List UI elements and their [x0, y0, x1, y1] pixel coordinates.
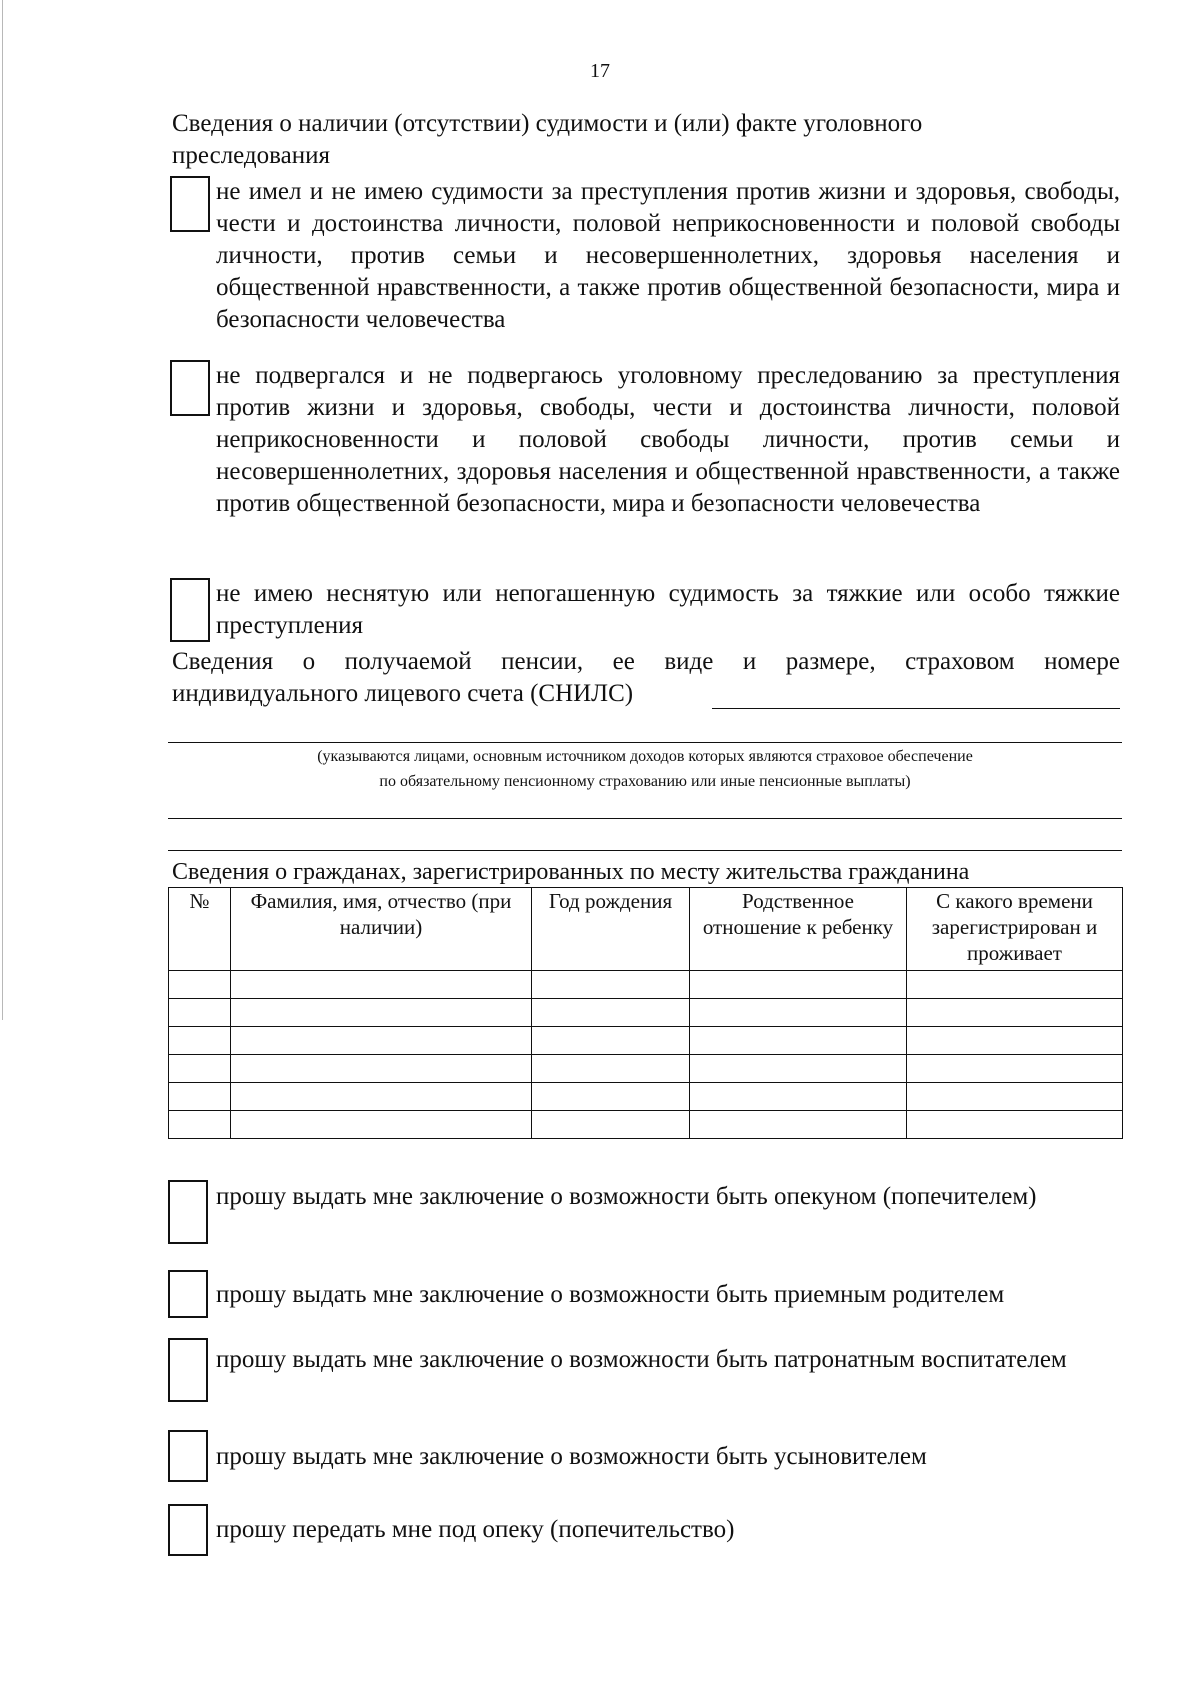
table-row	[169, 1027, 1123, 1055]
request-checkbox-foster-parent[interactable]	[168, 1270, 208, 1318]
request-label-foster-parent: прошу выдать мне заключение о возможности быть приемным родителем	[216, 1281, 1005, 1308]
table-cell[interactable]	[690, 1055, 907, 1083]
pension-input-line-1[interactable]	[168, 742, 1122, 743]
table-cell[interactable]	[231, 1111, 532, 1139]
pension-note-line-1: (указываются лицами, основным источником доходов которых являются страховое обеспечение	[317, 748, 973, 765]
table-cell[interactable]	[169, 1083, 231, 1111]
table-cell[interactable]	[690, 999, 907, 1027]
request-checkbox-adoptive-parent[interactable]	[168, 1430, 208, 1482]
page-number: 17	[590, 60, 610, 82]
table-cell[interactable]	[532, 971, 690, 999]
table-cell[interactable]	[532, 1027, 690, 1055]
pension-input-line-2[interactable]	[168, 818, 1122, 819]
table-cell[interactable]	[690, 1111, 907, 1139]
table-cell[interactable]	[532, 1055, 690, 1083]
request-checkbox-guardian[interactable]	[168, 1180, 208, 1244]
table-cell[interactable]	[169, 1027, 231, 1055]
scan-edge-line	[2, 0, 3, 1020]
table-row	[169, 971, 1123, 999]
request-label-patronage-educator: прошу выдать мне заключение о возможности быть патронатным воспитателем	[216, 1346, 1067, 1373]
table-cell[interactable]	[231, 971, 532, 999]
pension-label-line-1: Сведения о получаемой пенсии, ее виде и размере, страховом номере	[172, 648, 1120, 675]
table-cell[interactable]	[907, 1083, 1123, 1111]
pension-label-line-2: индивидуального лицевого счета (СНИЛС)	[172, 680, 634, 707]
table-cell[interactable]	[169, 999, 231, 1027]
table-cell[interactable]	[907, 1027, 1123, 1055]
table-cell[interactable]	[532, 1083, 690, 1111]
residents-caption: Сведения о гражданах, зарегистрированных по месту жительства гражданина	[172, 859, 970, 885]
column-header-relationship: Родственное отношение к ребенку	[690, 888, 907, 971]
criminal-record-heading: Сведения о наличии (отсутствии) судимости и (или) факте уголовного преследования	[172, 110, 923, 169]
request-checkbox-guardianship-transfer[interactable]	[168, 1504, 208, 1556]
column-header-number: №	[169, 888, 231, 971]
table-cell[interactable]	[169, 1055, 231, 1083]
table-row	[169, 1111, 1123, 1139]
request-checkbox-patronage-educator[interactable]	[168, 1338, 208, 1402]
table-cell[interactable]	[231, 1055, 532, 1083]
table-cell[interactable]	[690, 1027, 907, 1055]
table-row	[169, 999, 1123, 1027]
table-cell[interactable]	[690, 1083, 907, 1111]
table-cell[interactable]	[690, 971, 907, 999]
request-label-guardian: прошу выдать мне заключение о возможности быть опекуном (попечителем)	[216, 1183, 1037, 1210]
table-row	[169, 1055, 1123, 1083]
column-header-registered-since: С какого времени зарегистрирован и проживает	[907, 888, 1123, 971]
table-cell[interactable]	[532, 1111, 690, 1139]
table-cell[interactable]	[907, 1111, 1123, 1139]
pension-note-line-2: по обязательному пенсионному страхованию или иные пенсионные выплаты)	[379, 773, 911, 790]
table-cell[interactable]	[231, 999, 532, 1027]
criminal-record-option-3: не имею неснятую или непогашенную судимость за тяжкие или особо тяжкие преступления	[216, 580, 1120, 639]
table-cell[interactable]	[907, 971, 1123, 999]
table-cell[interactable]	[169, 1111, 231, 1139]
table-cell[interactable]	[907, 1055, 1123, 1083]
pension-input-line-3[interactable]	[168, 850, 1122, 851]
table-header-row	[169, 888, 1123, 971]
table-cell[interactable]	[231, 1027, 532, 1055]
criminal-record-checkbox-2[interactable]	[170, 360, 210, 416]
column-header-birth-year: Год рождения	[532, 888, 690, 971]
criminal-record-checkbox-3[interactable]	[170, 578, 210, 642]
table-cell[interactable]	[169, 971, 231, 999]
table-row	[169, 1083, 1123, 1111]
criminal-record-option-1: не имел и не имею судимости за преступления против жизни и здоровья, свободы, чести и достоинства личности, половой неприкосновенности и половой свободы личности, против семьи и несовершеннолетних, здоровья населения и общественной нравственности, а также против общественной безопасности, мира и безопасности человечества	[216, 178, 1120, 333]
column-header-full-name: Фамилия, имя, отчество (при наличии)	[231, 888, 532, 971]
table-cell[interactable]	[532, 999, 690, 1027]
snils-input-line[interactable]	[712, 708, 1120, 709]
request-label-adoptive-parent: прошу выдать мне заключение о возможности быть усыновителем	[216, 1443, 927, 1470]
criminal-record-checkbox-1[interactable]	[170, 176, 210, 232]
table-cell[interactable]	[907, 999, 1123, 1027]
table-cell[interactable]	[231, 1083, 532, 1111]
residents-table	[168, 887, 1123, 1139]
request-label-guardianship-transfer: прошу передать мне под опеку (попечительство)	[216, 1516, 735, 1543]
criminal-record-option-2: не подвергался и не подвергаюсь уголовному преследованию за преступления против жизни и здоровья, свободы, чести и достоинства личности, половой неприкосновенности и половой свободы личности, против семьи и несовершеннолетних, здоровья населения и общественной нравственности, а также против общественной безопасности, мира и безопасности человечества	[216, 362, 1120, 517]
